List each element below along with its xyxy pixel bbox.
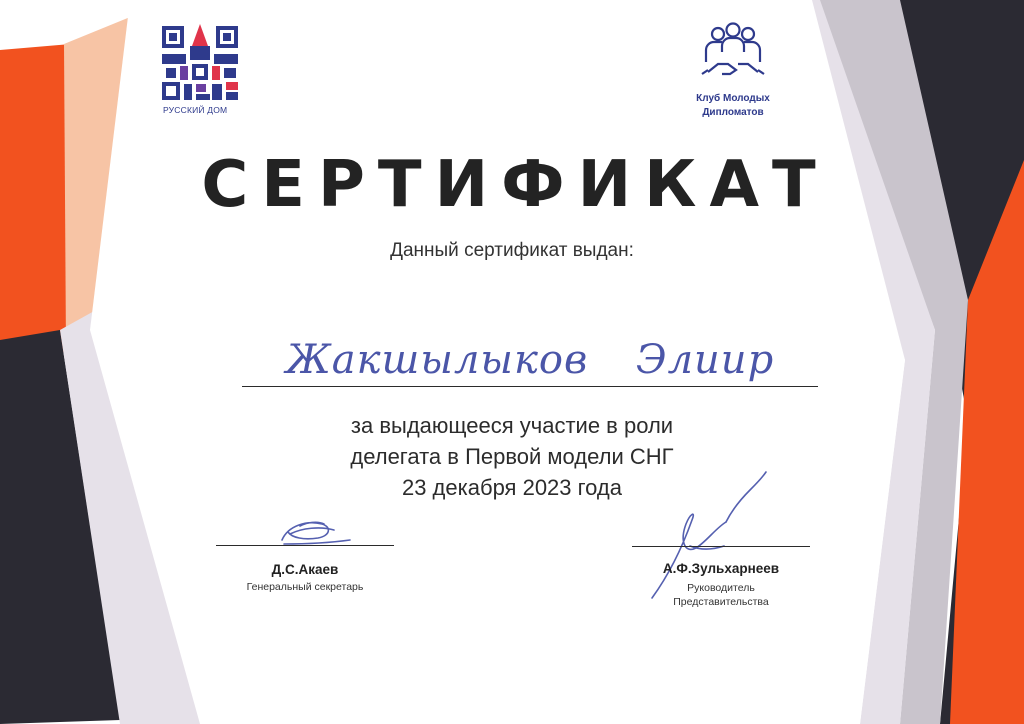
right-logo-caption-line1: Клуб Молодых: [696, 93, 770, 104]
signatory-1-name: Д.С.Акаев: [271, 562, 339, 577]
certificate-title: СЕРТИФИКАТ: [201, 148, 829, 222]
signatory-2-role-line2: Представительства: [673, 596, 769, 608]
signatory-2-role: [630, 581, 812, 609]
description-line-2: делегата в Первой модели СНГ: [350, 444, 674, 469]
signatory-1-role: Генеральный секретарь: [246, 581, 364, 593]
young-diplomats-club-logo: [678, 22, 788, 122]
people-handshake-icon: [698, 22, 768, 86]
signature-line-2: [632, 546, 810, 547]
signature-line-1: [216, 545, 394, 546]
description-line-3: 23 декабря 2023 года: [401, 475, 623, 500]
description-line-1: за выдающееся участие в роли: [350, 413, 674, 438]
left-logo-caption: РУССКИЙ ДОМ: [163, 105, 228, 115]
signatory-2-role-line1: Руководитель: [687, 582, 755, 594]
recipient-name-line: [242, 386, 818, 387]
recipient-name: Жакшылыков Элиир: [285, 337, 775, 383]
russky-dom-logo: [160, 24, 250, 120]
right-logo-caption-line2: Дипломатов: [702, 107, 764, 118]
right-logo-caption: [678, 92, 788, 120]
qr-kremlin-icon: [160, 24, 240, 102]
signatory-2-name: А.Ф.Зульхарнеев: [662, 561, 780, 576]
issued-to-label: Данный сертификат выдан:: [390, 240, 634, 261]
achievement-description: [0, 410, 1024, 503]
